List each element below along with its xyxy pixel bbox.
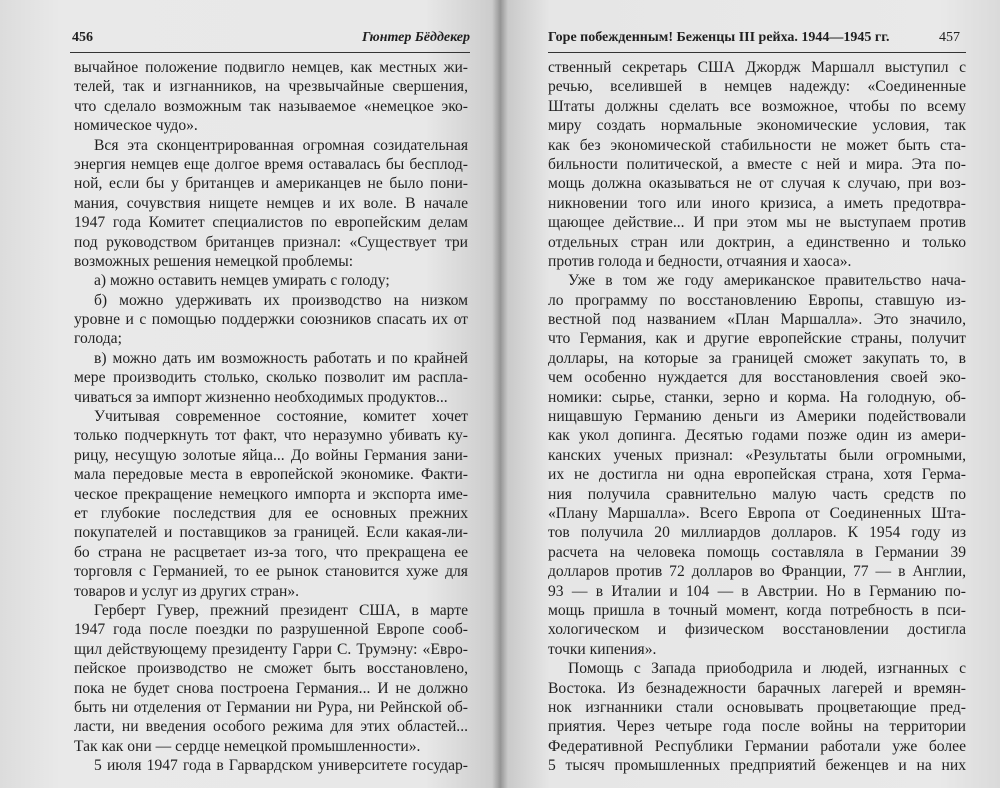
text-line: доллары, на которые за границей сможет закупать то, в	[548, 349, 966, 367]
text-line: Уже в том же году американское правительство нача-	[568, 272, 966, 290]
text-line: в) можно дать им возможность работать и по крайней	[94, 349, 468, 367]
text-line: Вся эта сконцентрированная огромная созидательная	[94, 136, 468, 154]
text-line: пока не будет снова построена Германия... И не должно	[74, 679, 468, 697]
text-line: против голода и бедности, отчаяния и хаоса».	[548, 252, 852, 270]
text-line: номическое чудо».	[74, 117, 198, 135]
book-gutter	[492, 0, 508, 788]
right-page-number: 457	[939, 30, 960, 45]
text-line: речью, вселившей в немцев надежду: «Соединенные	[548, 78, 966, 96]
text-line: что Германия, как и другие европейские страны, получит	[548, 330, 966, 348]
text-line: канских ученых признал: «Результаты были огромными,	[548, 446, 966, 464]
text-line: чиваться за импорт жизненно необходимых продуктов...	[74, 388, 448, 406]
right-header-rule	[548, 52, 966, 53]
text-line: чем особенно нуждается для восстановления своей эко-	[548, 369, 966, 387]
text-line: номики: сырье, станки, зерно и корма. На голодную, об-	[548, 388, 966, 406]
text-line: Учитывая современное состояние, комитет хочет	[94, 408, 468, 426]
text-line: точки кипения».	[548, 640, 657, 658]
text-line: долларов против 72 долларов во Франции, 77 — в Англии,	[548, 563, 966, 581]
text-line: ния получила сравнительно малую часть средств по	[548, 485, 966, 503]
text-line: приятия. Через четыре года после войны на территории	[548, 718, 966, 736]
text-line: что сделало возможным так называемое «немецкое эко-	[74, 97, 468, 115]
text-line: 5 тысяч промышленных предприятий беженцев и на них	[548, 757, 966, 775]
text-line: уровне и с помощью поддержки союзников спасать их от	[74, 311, 468, 329]
text-line: мания, сочувствия нищете немцев и их воле. В начале	[74, 194, 468, 212]
text-line: б) можно удерживать их производство на низком	[94, 291, 468, 309]
text-line: 1947 года Комитет специалистов по европейским делам	[74, 214, 468, 232]
text-line: «Плану Маршалла». Всего Европа от Соединенных Шта-	[548, 504, 966, 522]
text-line: а) можно оставить немцев умирать с голоду;	[94, 272, 390, 290]
text-line: Герберт Гувер, прежний президент США, в марте	[94, 601, 468, 619]
text-line: хологическом и физическом восстановлении достигла	[548, 621, 966, 639]
text-line: ной, если бы у британцев и американцев не было пони-	[74, 175, 468, 193]
text-line: щающее действие... И при этом мы не выступаем против	[548, 214, 966, 232]
text-line: их не достигла ни одна европейская страна, хотя Герма-	[548, 466, 966, 484]
text-line: вестной под названием «План Маршалла». Это значило,	[548, 311, 966, 329]
text-line: никновении того или иного кризиса, а иметь предотвра-	[548, 194, 966, 212]
text-line: ственный секретарь США Джордж Маршалл выступил с	[548, 59, 966, 76]
text-line: бильности политической, а вместе с ней и мира. Эта по-	[548, 155, 966, 173]
text-line: покупателей и поставщиков за границей. Если какая-ли-	[74, 524, 468, 542]
text-line: Федеративной Республики Германии работали уже более	[548, 737, 966, 755]
text-line: тов получила 20 миллиардов долларов. К 1954 году из	[548, 524, 966, 542]
text-line: 93 — в Италии и 104 — в Австрии. Но в Германию по-	[548, 582, 966, 600]
text-line: быть ни отделения от Германии ни Рура, ни Рейнской об-	[74, 698, 468, 716]
text-line: голода;	[74, 330, 122, 348]
left-running-head: Гюнтер Бёддекер	[361, 30, 470, 45]
text-line: мощь должна оказываться не от случая к случаю, при воз-	[548, 175, 966, 193]
text-line: ет глубокие последствия для ее основных прежних	[74, 504, 468, 522]
left-body-text	[74, 58, 468, 775]
text-line: рицу, несущую золотые яйца... До войны Германия зани-	[74, 446, 468, 464]
text-line: пейское производство не сможет быть восстановлено,	[74, 660, 468, 678]
text-line: бо страна не расцветает из-за того, что прекращена ее	[74, 543, 468, 561]
text-line: вычайное положение подвигло немцев, как местных жи-	[74, 59, 468, 76]
text-line: возможных решения немецкой проблемы:	[74, 252, 354, 270]
text-line: ло программу по восстановлению Европы, ставшую из-	[548, 291, 966, 309]
text-line: отдельных стран или доктрин, а единственно и только	[548, 233, 966, 251]
text-line: телей, так и изгнанников, на чрезвычайные свершения,	[74, 78, 468, 96]
left-header-rule	[70, 52, 470, 53]
text-line: энергия немцев еще долгое время оставалась бы бесплод-	[74, 155, 468, 173]
right-running-head: Горе побежденным! Беженцы III рейха. 1944—1945 гг.	[548, 30, 890, 45]
left-page-number: 456	[72, 30, 93, 45]
text-line: Так как они — сердце немецкой промышленности».	[74, 737, 421, 755]
text-line: миру создать нормальные экономические условия, так	[548, 117, 966, 135]
text-line: Востока. Из безнадежности барачных лагерей и времян-	[548, 679, 966, 697]
text-line: как укол допинга. Десятью годами позже один из амери-	[548, 427, 966, 445]
right-body-text	[548, 58, 966, 775]
text-line: нищавшую Германию деньги из Америки подействовали	[548, 408, 966, 426]
text-line: торговля с Германией, то ее рынок становится хуже для	[74, 563, 468, 581]
text-line: ласти, ни введения особого режима для этих областей...	[74, 718, 468, 736]
text-line: товаров и услуг из других стран».	[74, 582, 300, 600]
text-line: мере производить столько, сколько позволит им распла-	[74, 369, 468, 387]
text-line: Штаты должны сделать все возможное, чтобы по всему	[548, 97, 966, 115]
text-line: Помощь с Запада приободрила и людей, изгнанных с	[568, 660, 966, 678]
text-line: ческое прекращение немецкого импорта и экспорта име-	[74, 485, 468, 503]
right-page	[500, 0, 1000, 788]
text-line: под руководством британцев признал: «Существует три	[74, 233, 468, 251]
text-line: расчета на человека помощь составляла в Германии 39	[548, 543, 966, 561]
text-line: 5 июля 1947 года в Гарвардском университете государ-	[94, 757, 468, 775]
text-line: только подчеркнуть тот факт, что неразумно убивать ку-	[74, 427, 468, 445]
text-line: как без экономической стабильности не может быть ста-	[548, 136, 966, 154]
text-line: 1947 года после поездки по разрушенной Европе сооб-	[74, 621, 468, 639]
text-line: мощь пришла в точный момент, когда потребность в пси-	[548, 601, 966, 619]
text-line: нок изгнанники стали основывать процветающие пред-	[548, 698, 966, 716]
text-line: мала передовые места в европейской экономике. Факти-	[74, 466, 468, 484]
text-line: щил действующему президенту Гарри С. Трумэну: «Евро-	[74, 640, 468, 658]
